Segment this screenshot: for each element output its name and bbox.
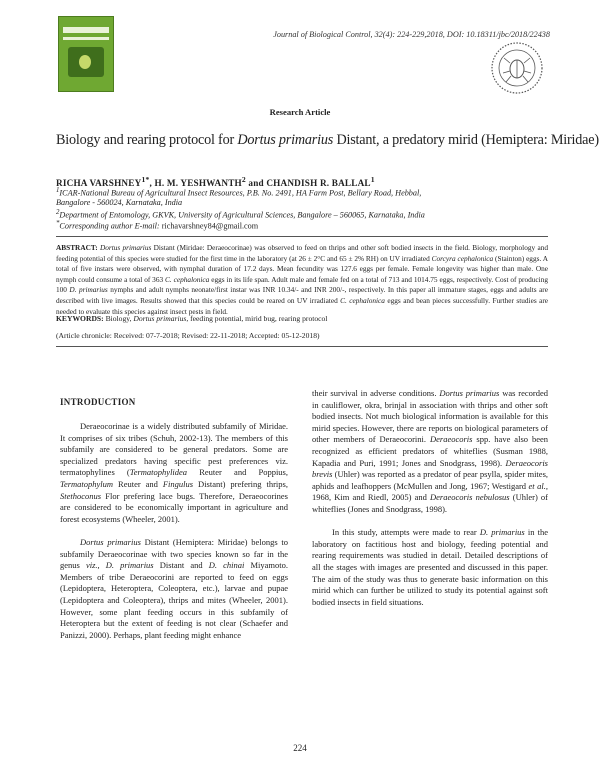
affiliation-1-cont: Bangalore - 560024, Karnataka, India (56, 198, 183, 207)
paragraph: Dortus primarius Distant (Hemiptera: Miridae) belongs to subfamily Deraeocorinae with two species known so far in the genus viz., D. primarius Distant and D. chinai Miyamoto. Members of tribe Deraeocorini are reported to feed on eggs (Lepidoptera, Heteroptera, Coleoptera, etc.), larvae and pupae (Lepidoptera and Coleoptera), thrips and mites (Wheeler, 2001). However, some plant feeding occurs in this subfamily of Heteroptera but the extent of feeding is not clear (Schaefer and Panizzi, 2000). Perhaps, plant feeding might enhance (60, 536, 288, 640)
journal-cover-image (58, 16, 114, 92)
section-heading-introduction: INTRODUCTION (60, 397, 136, 407)
page-number: 224 (293, 743, 307, 753)
keywords: KEYWORDS: Biology, Dortus primarius, feeding potential, mirid bug, rearing protocol (56, 314, 328, 323)
divider-bottom (56, 346, 548, 347)
author-list: RICHA $VARSHNEY^{1*}$, H. M. YESHWANTH$^2$ and CHANDISH R. BALLAL$^1$ (56, 175, 375, 189)
affiliation-1: $^1$ICAR-National Bureau of Agricultural Insect Resources, P.B. No. 2491, HA Farm Post, Bellary Road, Hebbal, (56, 187, 422, 198)
right-column-text (312, 388, 548, 608)
journal-reference: Journal of Biological Control, 32(4): 224-229,2018, DOI: 10.18311/jbc/2018/22438 (273, 30, 550, 39)
corresponding-author: *Corresponding author E-mail: richavarshney84@gmail.com (56, 220, 259, 231)
paragraph: In this study, attempts were made to rear D. primarius in the laboratory on factitious host and biology, feeding potential and rearing requirements was studied in detail. Detailed descriptions of all the stages with images are presented and discussed in this paper. The aim of the study was thus to generate basic information on this mirid which can further be utilized to study its potential against soft bodied insects in field situations. (312, 527, 548, 607)
abstract: ABSTRACT: Dortus primarius Distant (Miridae: Deraeocorinae) was observed to feed on thrips and other soft bodied insects in the field. Biology, morphology and feeding potential of this species were studied for the first time in the laboratory (at 26 ± 2°C and 65 ± 2% RH) on UV irradiated Corcyra cephalonica (Stainton) eggs. A total of five instars were observed, with nymphal duration of 17.2 days. Mean fecundity was 127.6 eggs per female. Female longevity was higher than male. One nymph could consume a total of 363 C. cephalonica eggs in its life span. Adult male and female fed on a total of 713 and 1014.75 eggs, respectively. Cost of producing 100 D. primarius nymphs and adult nymphs neonate/first instar was INR 10.34/- and INR 200/-, respectively. In this paper all immature stages, eggs and adults are described with live images. Results showed that this species could be reared on UV irradiated C. cephalonica eggs and bean pieces successfully. Further studies are needed to evaluate this species against insect pests in field. (56, 243, 548, 316)
author-email[interactable]: richavarshney84@gmail.com (159, 221, 259, 231)
society-logo-icon (490, 41, 544, 95)
paragraph: Deraeocorinae is a widely distributed subfamily of Miridae. It comprises of six tribes (Schuh, 2002-13). The members of this subfamily are considered to be general predators. Some are specialized predators having specific pest preferences viz. termatophylines (Termatophylidea Reuter and Poppius, Termatophylum Reuter and Fingulus Distant) prefering thrips, Stethoconus Flor prefering lace bugs. Therefore, Deraeocorines are considered to be economically important in agriculture and forest ecosystems (Wheeler, 2001). (60, 421, 288, 524)
paper-title: Biology and rearing protocol for Dortus primarius Distant, a predatory mirid (Hemiptera: Miridae) (56, 132, 599, 148)
article-type: Research Article (269, 107, 331, 117)
paragraph: their survival in adverse conditions. Dortus primarius was recorded in cauliflower, okra, brinjal in association with thrips and other soft bodied insects. Not much biological information is available for this mirid species. However, there are reports on biological parameters of other members of Deraeocorini. Deraeocoris spp. have also been recognized as efficient predators of whiteflies (Susman 1988, Kapadia and Puri, 1991; Jones and Snodgrass, 1998). Deraeocoris brevis (Uhler) was reported as a predator of pear psylla, spider mites, aphids and leafhoppers (McMullen and Jong, 1967; Westigard et al., 1968, Kim and Riedl, 2005) and Deraeocoris nebulosus (Uhler) of whiteflies (Jones and Snodgrass, 1998). (312, 388, 548, 514)
affiliation-2: $^2$Department of Entomology, GKVK, University of Agricultural Sciences, Bangalore – 560065, Karnataka, India (56, 209, 425, 220)
article-chronicle: (Article chronicle: Received: 07-7-2018; Revised: 22-11-2018; Accepted: 05-12-2018) (56, 331, 320, 340)
divider-top (56, 236, 548, 237)
left-column-text (60, 421, 288, 641)
